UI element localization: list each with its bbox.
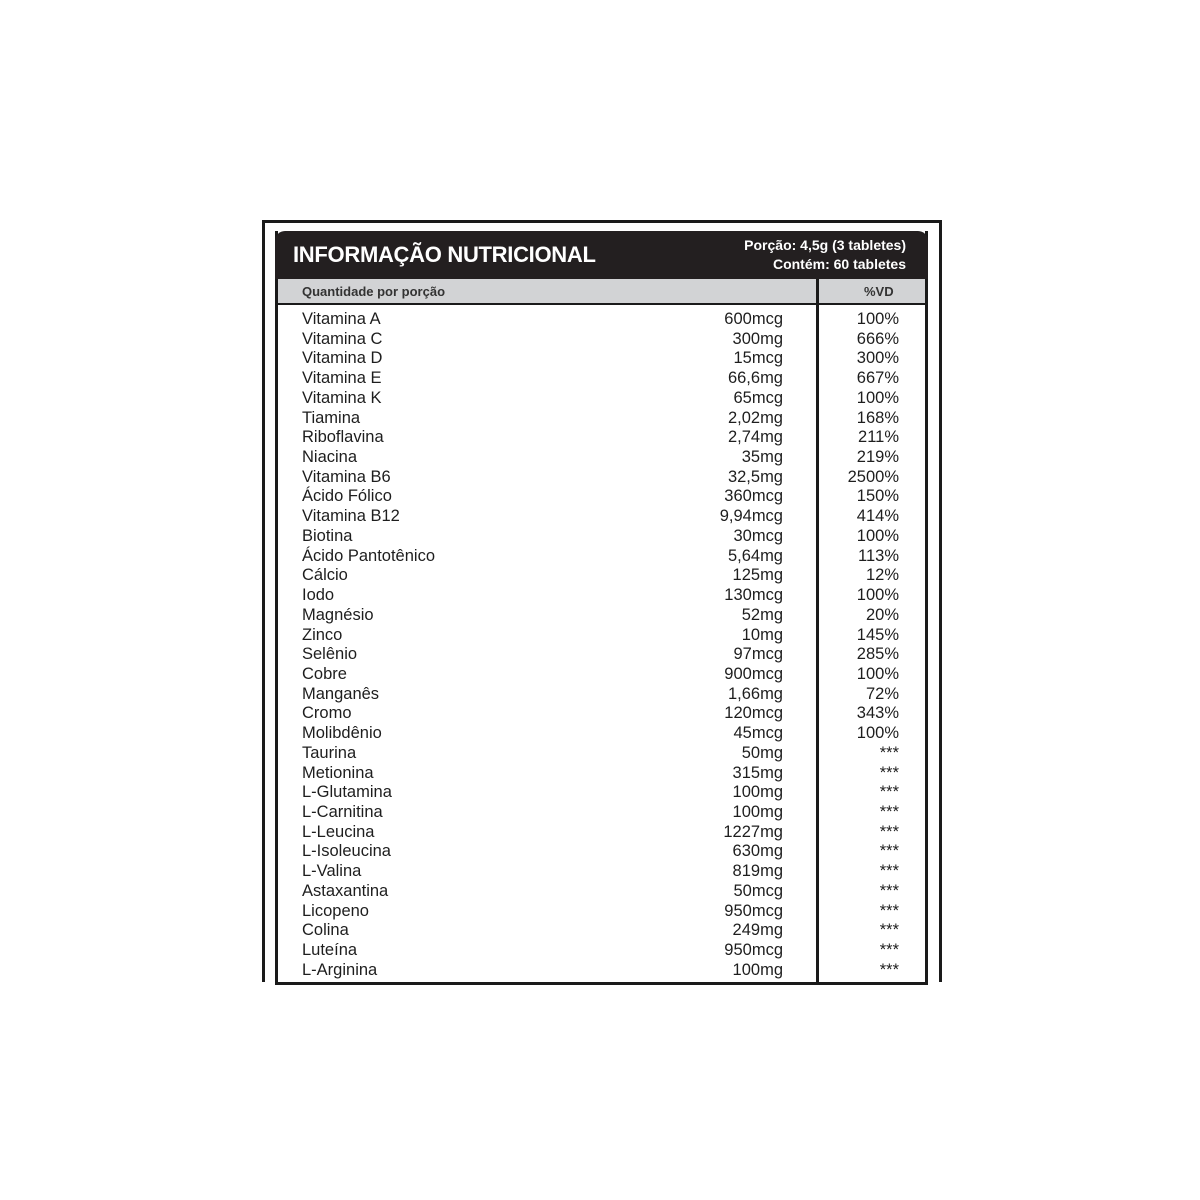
nutrient-row (278, 882, 925, 902)
nutrient-dv: 667% (856, 369, 899, 388)
nutrient-name: Niacina (302, 448, 358, 467)
nutrient-row (278, 645, 925, 665)
nutrient-row (278, 862, 925, 882)
nutrient-amount: 950mcg (724, 901, 783, 920)
nutrient-row (278, 409, 925, 429)
nutrient-dv: 100% (856, 310, 899, 328)
nutrient-row (278, 487, 925, 507)
column-header-bar (278, 279, 925, 305)
nutrient-dv: *** (879, 783, 899, 802)
nutrient-name: L-Leucina (302, 822, 375, 841)
nutrient-name: Cromo (302, 704, 352, 723)
nutrient-amount: 1,66mg (727, 684, 783, 703)
nutrient-amount: 100mg (732, 802, 783, 821)
nutrient-dv: *** (879, 941, 899, 959)
nutrient-amount: 9,94mcg (719, 507, 783, 526)
nutrient-row (278, 744, 925, 764)
nutrient-row (278, 626, 925, 646)
nutrient-name: Colina (302, 921, 349, 940)
nutrient-amount: 65mcg (733, 388, 783, 407)
nutrient-amount: 30mcg (733, 526, 783, 545)
nutrient-name: Iodo (302, 586, 335, 605)
nutrient-amount: 300mg (732, 329, 783, 348)
nutrient-dv: 2500% (847, 467, 899, 486)
nutrient-dv: 343% (856, 704, 899, 723)
nutrient-row (278, 468, 925, 488)
nutrient-dv: 12% (865, 566, 899, 585)
label-header (275, 231, 928, 279)
nutrient-name: Vitamina D (302, 349, 383, 368)
nutrient-dv: 113% (858, 546, 899, 565)
nutrient-amount: 32,5mg (727, 467, 783, 486)
nutrient-row (278, 764, 925, 784)
nutrient-dv: 100% (856, 586, 899, 605)
quantity-column-header: Quantidade por porção (302, 284, 446, 299)
nutrient-name: Cobre (302, 664, 347, 683)
nutrient-row (278, 724, 925, 744)
nutrient-dv: 20% (865, 605, 899, 624)
nutrient-name: Vitamina B6 (302, 467, 391, 486)
nutrient-name: Metionina (302, 763, 374, 782)
nutrient-name: Vitamina A (302, 310, 381, 328)
nutrient-dv: 285% (856, 645, 899, 664)
nutrient-dv: 211% (858, 428, 899, 447)
nutrient-amount: 819mg (732, 862, 783, 881)
nutrient-row (278, 961, 925, 981)
nutrient-dv: 300% (856, 349, 899, 368)
nutrient-row (278, 547, 925, 567)
dv-column-header: %VD (864, 284, 894, 299)
nutrient-dv: *** (879, 842, 899, 861)
nutrient-name: L-Glutamina (302, 783, 392, 802)
nutrient-amount: 100mg (732, 960, 783, 979)
nutrient-dv: 666% (856, 329, 899, 348)
nutrient-dv: *** (879, 802, 899, 821)
nutrient-row (278, 310, 925, 330)
nutrient-dv: 219% (856, 448, 899, 467)
nutrient-row (278, 606, 925, 626)
nutrient-name: L-Arginina (302, 960, 378, 979)
nutrient-name: Vitamina K (302, 388, 382, 407)
nutrient-name: Licopeno (302, 901, 369, 920)
nutrient-row (278, 369, 925, 389)
nutrient-row (278, 783, 925, 803)
nutrient-amount: 97mcg (733, 645, 783, 664)
label-title: INFORMAÇÃO NUTRICIONAL (293, 242, 596, 267)
nutrition-label (262, 220, 942, 982)
nutrient-row (278, 665, 925, 685)
nutrient-row (278, 566, 925, 586)
nutrient-amount: 50mcg (733, 881, 783, 900)
nutrient-name: Manganês (302, 684, 380, 703)
nutrient-name: Magnésio (302, 605, 374, 624)
nutrient-name: Luteína (302, 941, 358, 959)
nutrient-name: Vitamina E (302, 369, 382, 388)
nutrient-dv: 145% (856, 625, 899, 644)
portion-text: Porção: 4,5g (3 tabletes) (744, 237, 906, 253)
nutrient-amount: 360mcg (724, 487, 783, 506)
nutrient-dv: 150% (856, 487, 899, 506)
nutrient-amount: 630mg (732, 842, 783, 861)
nutrient-dv: *** (879, 743, 899, 762)
nutrient-name: Tiamina (302, 408, 361, 427)
nutrient-row (278, 902, 925, 922)
nutrient-dv: *** (879, 881, 899, 900)
nutrient-row (278, 507, 925, 527)
nutrient-name: Vitamina C (302, 329, 383, 348)
nutrient-dv: 168% (856, 408, 899, 427)
nutrient-dv: 100% (856, 664, 899, 683)
nutrient-row (278, 349, 925, 369)
nutrient-amount: 950mcg (724, 941, 783, 959)
nutrient-amount: 35mg (741, 448, 783, 467)
nutrition-table (275, 231, 928, 985)
nutrient-row (278, 704, 925, 724)
nutrient-amount: 2,02mg (727, 408, 783, 427)
nutrient-row (278, 428, 925, 448)
nutrient-row (278, 330, 925, 350)
nutrient-name: Selênio (302, 645, 358, 664)
nutrient-row (278, 842, 925, 862)
nutrient-amount: 15mcg (733, 349, 783, 368)
nutrient-rows (278, 310, 925, 980)
nutrient-name: L-Valina (302, 862, 362, 881)
nutrient-name: L-Isoleucina (302, 842, 391, 861)
nutrient-amount: 100mg (732, 783, 783, 802)
nutrient-dv: *** (879, 901, 899, 920)
nutrient-amount: 315mg (732, 763, 783, 782)
nutrient-amount: 249mg (732, 921, 783, 940)
nutrient-amount: 600mcg (724, 310, 783, 328)
nutrient-dv: 414% (856, 507, 899, 526)
nutrient-name: Astaxantina (302, 881, 389, 900)
nutrient-name: Vitamina B12 (302, 507, 400, 526)
nutrient-row (278, 803, 925, 823)
nutrient-row (278, 448, 925, 468)
serving-info (744, 236, 906, 274)
nutrient-name: Cálcio (302, 566, 348, 585)
nutrient-row (278, 941, 925, 961)
nutrient-name: Zinco (302, 625, 343, 644)
nutrient-amount: 130mcg (724, 586, 783, 605)
nutrient-name: Ácido Pantotênico (302, 546, 436, 565)
nutrient-name: Molibdênio (302, 724, 382, 743)
nutrient-dv: 100% (856, 526, 899, 545)
contains-text: Contém: 60 tabletes (772, 256, 906, 272)
nutrient-amount: 125mg (732, 566, 783, 585)
nutrient-row (278, 389, 925, 409)
nutrient-row (278, 527, 925, 547)
nutrient-dv: *** (879, 960, 899, 979)
nutrient-name: Riboflavina (302, 428, 384, 447)
nutrient-amount: 10mg (741, 625, 783, 644)
nutrient-amount: 50mg (741, 743, 783, 762)
nutrient-dv: *** (879, 862, 899, 881)
nutrient-name: Ácido Fólico (302, 487, 392, 506)
nutrient-amount: 1227mg (723, 822, 783, 841)
nutrient-row (278, 586, 925, 606)
nutrient-name: Biotina (302, 526, 353, 545)
nutrient-row (278, 823, 925, 843)
nutrient-amount: 5,64mg (727, 546, 783, 565)
nutrient-amount: 52mg (741, 605, 783, 624)
nutrient-name: Taurina (302, 743, 357, 762)
nutrient-dv: *** (879, 763, 899, 782)
nutrient-amount: 66,6mg (727, 369, 783, 388)
nutrient-amount: 900mcg (724, 664, 783, 683)
nutrient-dv: *** (879, 921, 899, 940)
nutrient-dv: 100% (856, 388, 899, 407)
nutrient-name: L-Carnitina (302, 802, 383, 821)
nutrient-amount: 45mcg (733, 724, 783, 743)
nutrient-dv: 100% (856, 724, 899, 743)
nutrient-row (278, 685, 925, 705)
nutrient-amount: 2,74mg (727, 428, 783, 447)
nutrient-dv: *** (879, 822, 899, 841)
nutrient-dv: 72% (865, 684, 899, 703)
nutrient-amount: 120mcg (724, 704, 783, 723)
nutrient-row (278, 921, 925, 941)
